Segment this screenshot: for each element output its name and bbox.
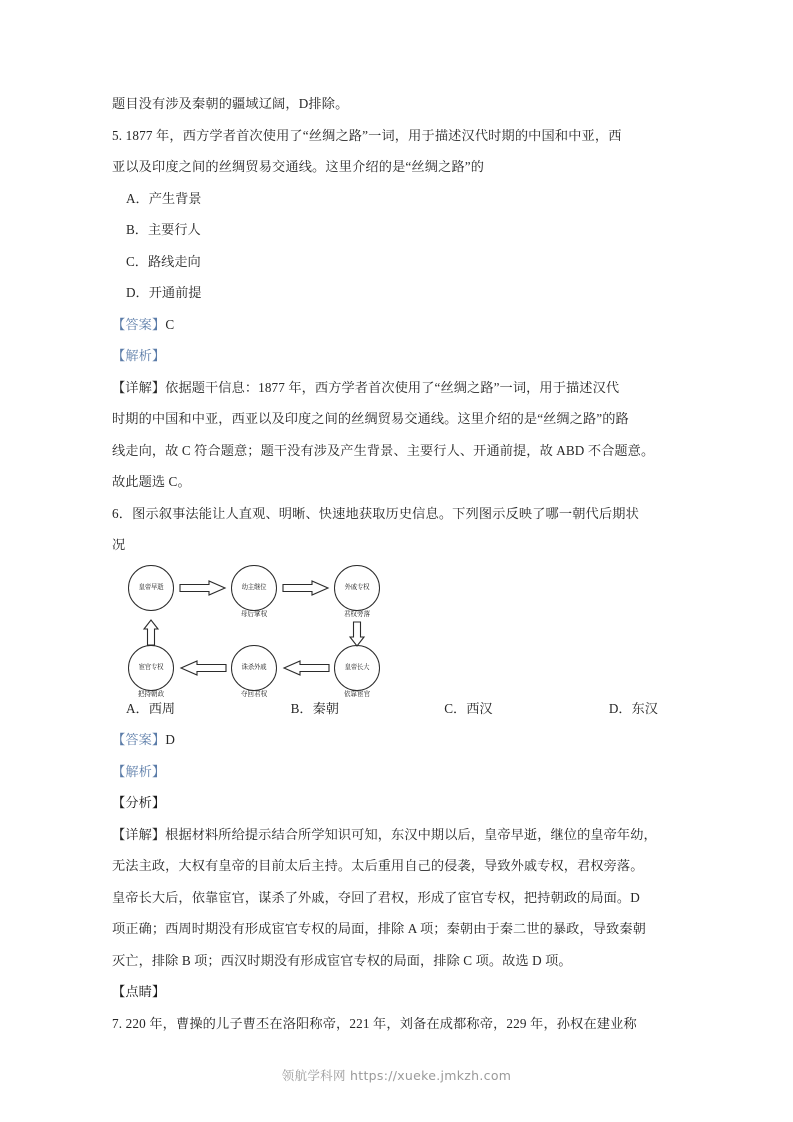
q5-detail-line-1 bbox=[112, 372, 682, 404]
diagram-node-3-sublabel: 君权旁落 bbox=[343, 610, 371, 618]
q5-detail-line-2: 时期的中国和中亚，西亚以及印度之间的丝绸贸易交通线。这里介绍的是“丝绸之路”的路 bbox=[112, 411, 629, 426]
q6-analysis-label: 【解析】 bbox=[112, 763, 166, 779]
q6-fenxi-row bbox=[112, 787, 682, 819]
diagram-node-4-sublabel: 依靠宦官 bbox=[343, 690, 371, 698]
q6-option-c[interactable]: C．西汉 bbox=[444, 700, 493, 716]
diagram-arrow-4-to-5 bbox=[282, 660, 330, 676]
q6-stem-line-2: 况 bbox=[112, 537, 126, 552]
q5-detail-label: 【详解】 bbox=[112, 379, 166, 395]
q5-option-b[interactable]: B．主要行人 bbox=[126, 222, 201, 237]
q5-option-c[interactable]: C．路线走向 bbox=[126, 253, 201, 269]
q7-stem-line-1: 7. 220 年，曹操的儿子曹丕在洛阳称帝，221 年，刘备在成都称帝，229 年，孙权在建业称 bbox=[112, 1015, 637, 1031]
diagram-node-4-label: 皇帝长大 bbox=[344, 663, 370, 672]
q5-answer-row bbox=[112, 309, 682, 341]
diagram-node-5 bbox=[231, 645, 277, 691]
q6-analysis-row bbox=[112, 756, 682, 788]
q6-options-row bbox=[112, 690, 682, 725]
diagram-arrow-2-to-3 bbox=[282, 580, 330, 596]
q5-detail-line-4: 故此题选 C。 bbox=[112, 474, 191, 489]
q6-answer-value: D bbox=[165, 732, 176, 747]
q6-dianjing-label: 【点睛】 bbox=[112, 984, 166, 999]
q6-detail-label: 【详解】 bbox=[112, 826, 166, 842]
q5-detail-line-3: 线走向，故 C 符合题意；题干没有涉及产生背景、主要行人、开通前提，故 ABD 不合题意。 bbox=[112, 442, 655, 458]
q6-detail-line-1 bbox=[112, 819, 682, 851]
q6-detail-line-2: 无法主政，大权有皇帝的目前太后主持。太后重用自己的侵袭，导致外戚专权，君权旁落。 bbox=[112, 858, 644, 873]
q6-stem-line-1: 6．图示叙事法能让人直观、明晰、快速地获取历史信息。下列图示反映了哪一朝代后期状 bbox=[112, 505, 639, 521]
q5-answer-value: C bbox=[165, 316, 175, 332]
q5-option-d[interactable]: D．开通前提 bbox=[126, 285, 202, 300]
diagram-node-3 bbox=[334, 565, 380, 611]
diagram-arrow-6-to-1 bbox=[143, 618, 159, 646]
diagram-node-6-label: 宦官专权 bbox=[138, 663, 164, 672]
q6-cycle-diagram bbox=[128, 565, 388, 698]
q5-detail-text-1: 依据题干信息：1877 年，西方学者首次使用了“丝绸之路”一词，用于描述汉代 bbox=[165, 379, 620, 395]
diagram-node-3-label: 外戚专权 bbox=[344, 583, 370, 592]
diagram-arrow-1-to-2 bbox=[179, 580, 227, 596]
diagram-node-5-sublabel: 夺回君权 bbox=[240, 690, 268, 698]
q6-answer-label: 【答案】 bbox=[112, 732, 166, 747]
q6-option-d[interactable]: D．东汉 bbox=[608, 700, 658, 716]
q6-detail-line-4: 项正确；西周时期没有形成宦官专权的局面，排除 A 项；秦朝由于秦二世的暴政，导致秦朝 bbox=[112, 921, 646, 936]
diagram-node-1-label: 皇帝早逝 bbox=[138, 583, 164, 592]
diagram-node-6-sublabel: 把持朝政 bbox=[137, 690, 165, 698]
diagram-node-2-label: 幼主继位 bbox=[241, 583, 267, 592]
q5-analysis-label: 【解析】 bbox=[112, 348, 166, 363]
q5-stem-line-2: 亚以及印度之间的丝绸贸易交通线。这里介绍的是“丝绸之路”的 bbox=[112, 159, 485, 174]
diagram-node-2-sublabel: 母后掌权 bbox=[240, 610, 268, 618]
diagram-node-4 bbox=[334, 645, 380, 691]
q6-answer-row bbox=[112, 724, 682, 756]
document-body bbox=[112, 88, 682, 1039]
footer-watermark: 领航学科网 https://xueke.jmkzh.com bbox=[281, 1068, 512, 1083]
q5-preceding-note: 题目没有涉及秦朝的疆域辽阔，D排除。 bbox=[112, 96, 349, 111]
q6-detail-line-3: 皇帝长大后，依靠宦官，谋杀了外戚，夺回了君权，形成了宦官专权，把持朝政的局面。D bbox=[112, 889, 640, 905]
q6-fenxi-label: 【分析】 bbox=[112, 795, 166, 810]
q5-answer-label: 【答案】 bbox=[112, 316, 166, 332]
q6-option-a[interactable]: A．西周 bbox=[126, 700, 176, 716]
diagram-node-6 bbox=[128, 645, 174, 691]
q6-option-b[interactable]: B．秦朝 bbox=[290, 700, 339, 716]
q6-dianjing-row bbox=[112, 976, 682, 1008]
q5-option-a[interactable]: A．产生背景 bbox=[126, 190, 202, 206]
diagram-node-2 bbox=[231, 565, 277, 611]
diagram-node-5-label: 诛杀外戚 bbox=[241, 663, 267, 672]
diagram-arrow-3-to-4 bbox=[349, 621, 365, 647]
q6-detail-text-1: 根据材料所给提示结合所学知识可知，东汉中期以后，皇帝早逝，继位的皇帝年幼， bbox=[165, 826, 657, 842]
q6-detail-line-5: 灭亡，排除 B 项；西汉时期没有形成宦官专权的局面，排除 C 项。故选 D 项。 bbox=[112, 952, 572, 968]
q5-stem-line-1: 5. 1877 年，西方学者首次使用了“丝绸之路”一词，用于描述汉代时期的中国和中亚，西 bbox=[112, 127, 622, 143]
diagram-node-1 bbox=[128, 565, 174, 611]
q5-analysis-row bbox=[112, 340, 682, 372]
diagram-arrow-5-to-6 bbox=[179, 660, 227, 676]
